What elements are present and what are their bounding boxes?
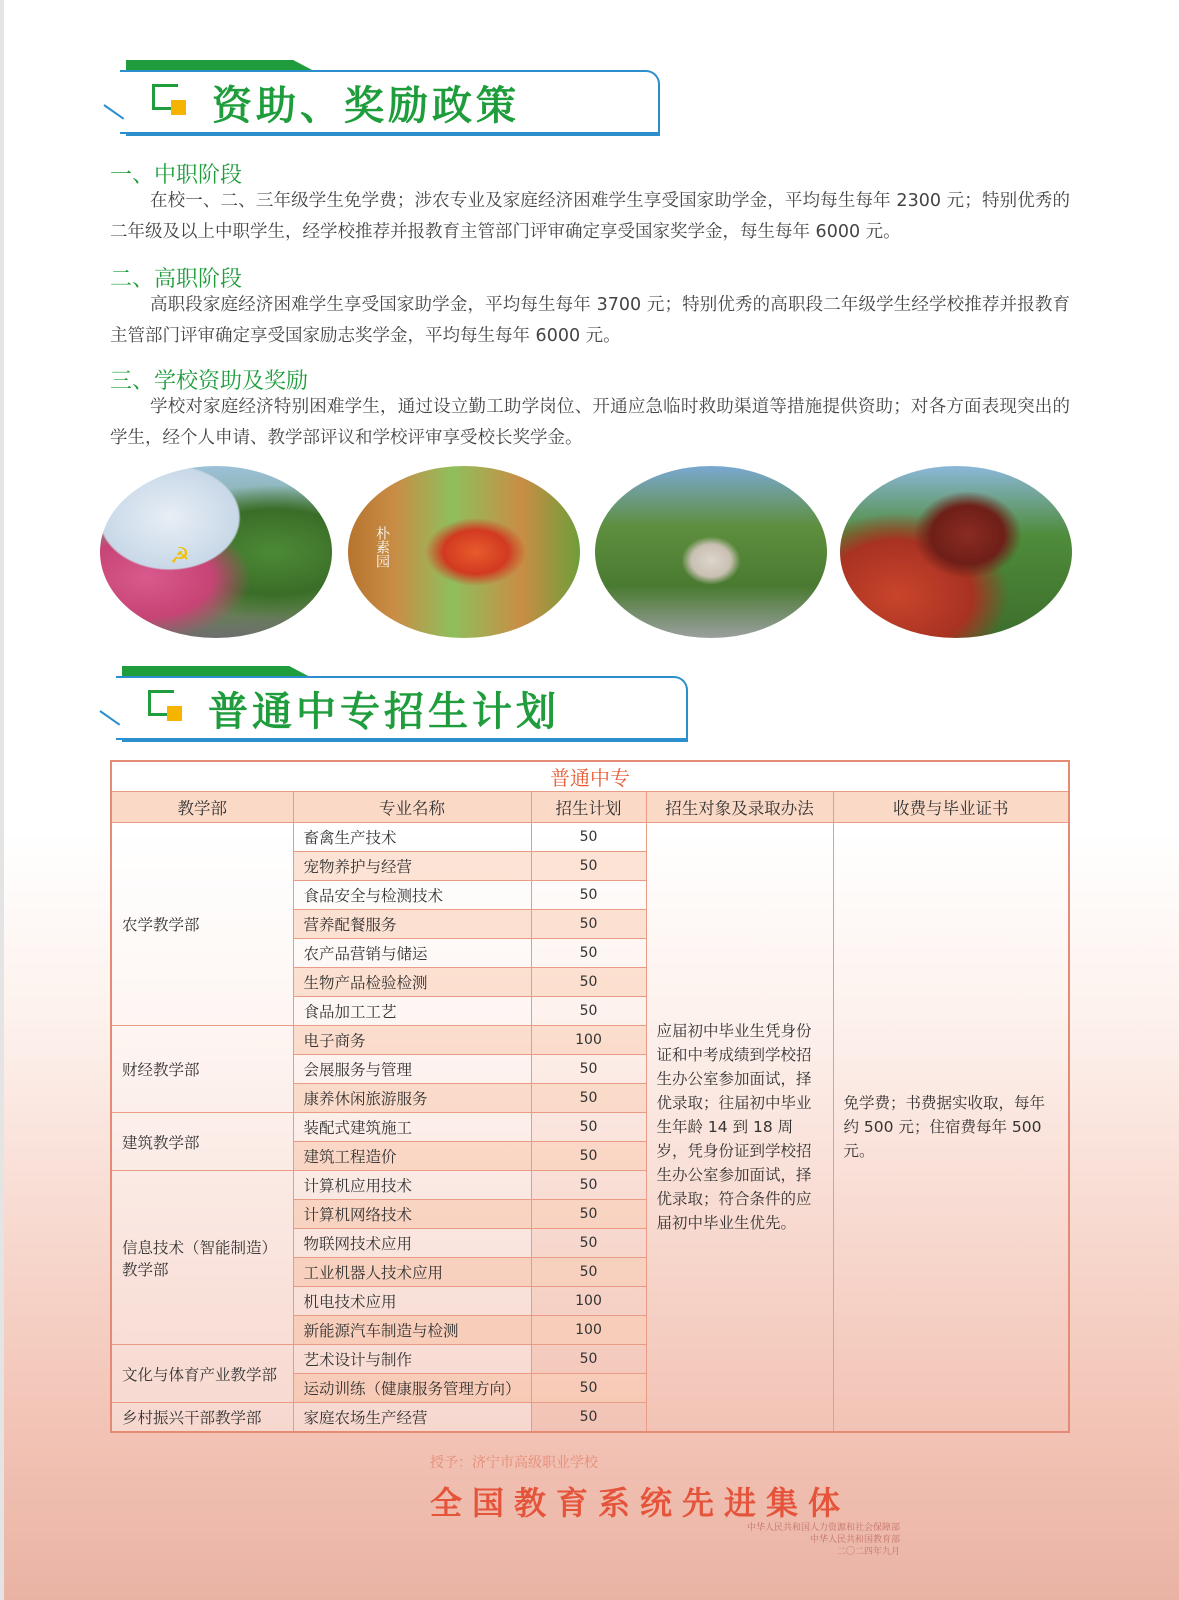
campus-photo-flame-sculpture <box>348 466 580 638</box>
section-title-banner <box>100 676 688 740</box>
subsection-text: 在校一、二、三年级学生免学费；涉农专业及家庭经济困难学生享受国家助学金，平均每生每年 2300 元；特别优秀的二年级及以上中职学生，经学校推荐并报教育主管部门评审确定享受国家奖学金，每生每年 6000 元。 <box>110 191 1070 242</box>
award-title: 全国教育系统先进集体 <box>430 1484 851 1522</box>
major-cell: 艺术设计与制作 <box>293 1345 531 1374</box>
major-cell: 农产品营销与储运 <box>293 939 531 968</box>
column-header: 专业名称 <box>293 792 531 823</box>
dept-cell: 农学教学部 <box>111 823 293 1026</box>
campus-photo-party-emblem <box>100 466 332 638</box>
major-cell: 食品加工工艺 <box>293 997 531 1026</box>
major-cell: 计算机网络技术 <box>293 1200 531 1229</box>
major-cell: 装配式建筑施工 <box>293 1113 531 1142</box>
quota-cell: 100 <box>531 1026 646 1055</box>
major-cell: 生物产品检验检测 <box>293 968 531 997</box>
subsection-text: 高职段家庭经济困难学生享受国家助学金，平均每生每年 3700 元；特别优秀的高职段二年级学生经学校推荐并报教育主管部门评审确定享受国家励志奖学金，平均每生每年 6000 元。 <box>110 295 1070 346</box>
quota-cell: 50 <box>531 881 646 910</box>
major-cell: 宠物养护与经营 <box>293 852 531 881</box>
quota-cell: 50 <box>531 939 646 968</box>
major-cell: 物联网技术应用 <box>293 1229 531 1258</box>
award-plaque <box>430 1452 900 1557</box>
column-header: 招生计划 <box>531 792 646 823</box>
quota-cell: 50 <box>531 823 646 852</box>
dept-cell: 乡村振兴干部教学部 <box>111 1403 293 1433</box>
quota-cell: 50 <box>531 1084 646 1113</box>
campus-photo-pavilion <box>840 466 1072 638</box>
subsection-heading: 一、中职阶段 <box>110 163 243 188</box>
major-cell: 家庭农场生产经营 <box>293 1403 531 1433</box>
column-header: 教学部 <box>111 792 293 823</box>
quota-cell: 50 <box>531 1171 646 1200</box>
major-cell: 运动训练（健康服务管理方向） <box>293 1374 531 1403</box>
quota-cell: 50 <box>531 1113 646 1142</box>
section-title: 普通中专招生计划 <box>208 688 560 735</box>
major-cell: 机电技术应用 <box>293 1287 531 1316</box>
quota-cell: 50 <box>531 1345 646 1374</box>
dept-cell: 信息技术（智能制造）教学部 <box>111 1171 293 1345</box>
quota-cell: 50 <box>531 1403 646 1433</box>
enrollment-plan-table <box>110 760 1070 1433</box>
section-icon <box>148 690 174 716</box>
major-cell: 建筑工程造价 <box>293 1142 531 1171</box>
quota-cell: 50 <box>531 1055 646 1084</box>
quota-cell: 50 <box>531 1142 646 1171</box>
section-title: 资助、奖励政策 <box>212 82 520 129</box>
subsection-heading: 二、高职阶段 <box>110 267 243 292</box>
major-cell: 计算机应用技术 <box>293 1171 531 1200</box>
quota-cell: 50 <box>531 1258 646 1287</box>
award-issuer: 中华人民共和国人力资源和社会保障部 中华人民共和国教育部 二〇二四年九月 <box>746 1523 900 1557</box>
major-cell: 新能源汽车制造与检测 <box>293 1316 531 1345</box>
quota-cell: 50 <box>531 997 646 1026</box>
major-cell: 工业机器人技术应用 <box>293 1258 531 1287</box>
quota-cell: 100 <box>531 1316 646 1345</box>
quota-cell: 50 <box>531 968 646 997</box>
section-title-banner <box>104 70 660 134</box>
fees-cell: 免学费；书费据实收取，每年约 500 元；住宿费每年 500 元。 <box>833 823 1069 1433</box>
table-row <box>111 823 1069 852</box>
subsection-text: 学校对家庭经济特别困难学生，通过设立勤工助学岗位、开通应急临时救助渠道等措施提供资助；对各方面表现突出的学生，经个人申请、教学部评议和学校评审享受校长奖学金。 <box>110 397 1070 448</box>
subsection-heading: 三、学校资助及奖励 <box>110 369 309 394</box>
photo-sign-label: 朴素园 <box>374 526 390 568</box>
major-cell: 电子商务 <box>293 1026 531 1055</box>
major-cell: 营养配餐服务 <box>293 910 531 939</box>
major-cell: 食品安全与检测技术 <box>293 881 531 910</box>
table-caption: 普通中专 <box>111 761 1069 792</box>
dept-cell: 文化与体育产业教学部 <box>111 1345 293 1403</box>
dept-cell: 建筑教学部 <box>111 1113 293 1171</box>
quota-cell: 50 <box>531 910 646 939</box>
quota-cell: 50 <box>531 1200 646 1229</box>
quota-cell: 100 <box>531 1287 646 1316</box>
party-emblem-icon: ☭ <box>170 544 190 569</box>
major-cell: 畜禽生产技术 <box>293 823 531 852</box>
dept-cell: 财经教学部 <box>111 1026 293 1113</box>
campus-photo-statue <box>595 466 827 638</box>
admission-cell: 应届初中毕业生凭身份证和中考成绩到学校招生办公室参加面试，择优录取；往届初中毕业生年龄 14 到 18 周岁，凭身份证到学校招生办公室参加面试，择优录取；符合条件的应届初中毕业生优先。 <box>646 823 833 1433</box>
quota-cell: 50 <box>531 1229 646 1258</box>
column-header: 招生对象及录取办法 <box>646 792 833 823</box>
major-cell: 康养休闲旅游服务 <box>293 1084 531 1113</box>
quota-cell: 50 <box>531 852 646 881</box>
section-icon <box>152 84 178 110</box>
quota-cell: 50 <box>531 1374 646 1403</box>
major-cell: 会展服务与管理 <box>293 1055 531 1084</box>
page-edge <box>0 0 4 1600</box>
award-recipient: 授予：济宁市高级职业学校 <box>430 1455 598 1471</box>
column-header: 收费与毕业证书 <box>833 792 1069 823</box>
